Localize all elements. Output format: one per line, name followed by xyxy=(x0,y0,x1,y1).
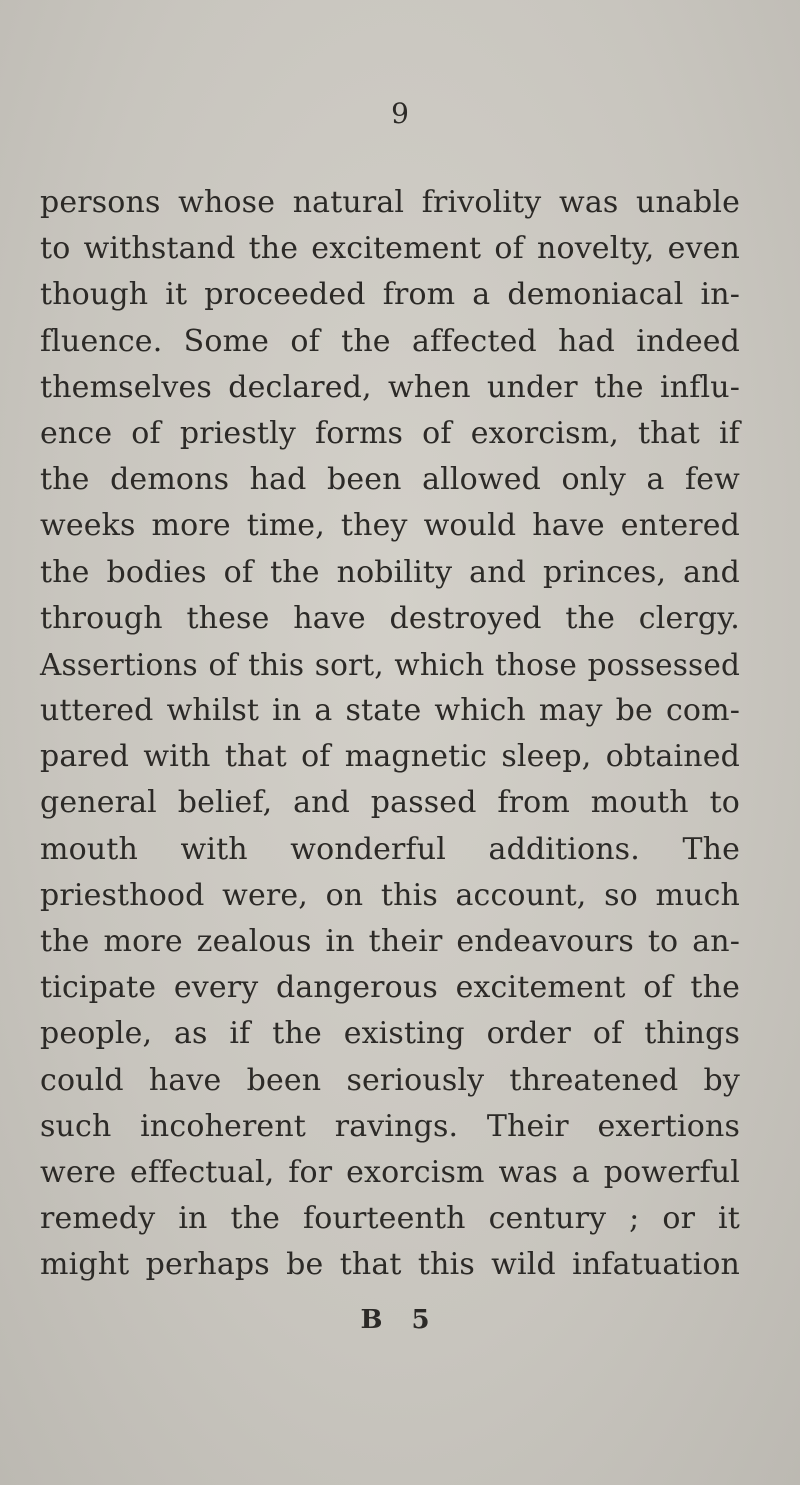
text-line: could have been seriously threatened by xyxy=(40,1062,740,1098)
text-line: to withstand the excitement of novelty, even xyxy=(40,231,740,267)
text-line: the bodies of the nobility and princes, and xyxy=(40,554,740,590)
text-line: through these have destroyed the clergy. xyxy=(40,600,740,636)
text-line: weeks more time, they would have entered xyxy=(40,508,740,544)
text-line: themselves declared, when under the influ- xyxy=(40,369,740,405)
text-line: persons whose natural frivolity was unable xyxy=(40,185,740,220)
text-line: uttered whilst in a state which may be com- xyxy=(40,693,740,729)
text-line: mouth with wonderful additions. The xyxy=(40,831,740,867)
text-line: fluence. Some of the affected had indeed xyxy=(40,323,740,359)
signature-mark: B 5 xyxy=(360,1305,440,1335)
text-line: the demons had been allowed only a few xyxy=(40,462,740,498)
text-line: the more zealous in their endeavours to an- xyxy=(40,924,740,959)
text-line: though it proceeded from a demoniacal in- xyxy=(40,277,740,313)
body-text xyxy=(40,180,740,1289)
text-line: people, as if the existing order of things xyxy=(40,1016,740,1052)
text-line: ence of priestly forms of exorcism, that if xyxy=(40,415,740,451)
text-line: remedy in the fourteenth century ; or it xyxy=(40,1201,740,1237)
text-line: Assertions of this sort, which those possessed xyxy=(40,647,740,682)
text-line: priesthood were, on this account, so much xyxy=(40,877,740,913)
text-line: such incoherent ravings. Their exertions xyxy=(40,1108,740,1144)
page-number: 9 xyxy=(391,97,409,130)
text-line: ticipate every dangerous excitement of the xyxy=(40,970,740,1006)
text-line: general belief, and passed from mouth to xyxy=(40,785,740,821)
text-line: pared with that of magnetic sleep, obtained xyxy=(40,739,740,775)
text-line: were effectual, for exorcism was a powerful xyxy=(40,1154,740,1190)
text-line: might perhaps be that this wild infatuation xyxy=(40,1247,740,1283)
